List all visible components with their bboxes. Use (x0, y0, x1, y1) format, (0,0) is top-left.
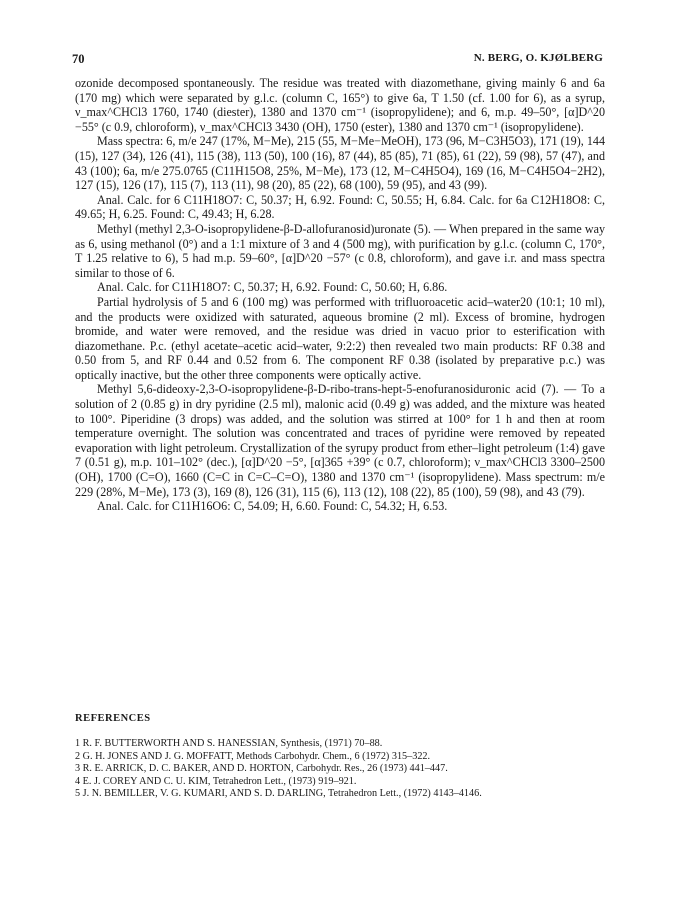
paragraph-hydrolysis: Partial hydrolysis of 5 and 6 (100 mg) was performed with trifluoroacetic acid–water20 (10:1; 10 ml), and the products were oxidized with saturated, aqueous bromine (2 ml). Excess of bromine, hydrogen bromide, and water were removed, and the residue was dried in vacuo prior to esterification with diazomethane. P.c. (ethyl acetate–acetic acid–water, 9:2:2) then revealed two main products: RF 0.38 and 0.50 from 5, and RF 0.44 and 0.52 from 6. The component RF 0.38 (isolated by preparative p.c.) was optically inactive, but the other three components were optically active. (75, 294, 605, 382)
reference-item: 4 E. J. COREY AND C. U. KIM, Tetrahedron Lett., (1973) 919–921. (75, 775, 357, 787)
paragraph-mass-spectra: Mass spectra: 6, m/e 247 (17%, M−Me), 215 (55, M−Me−MeOH), 173 (96, M−C3H5O3), 171 (19), 144 (15), 127 (34), 126 (41), 115 (38), 113 (50), 100 (16), 87 (44), 85 (85), 71 (85), 61 (22), 59 (98), 57 (47), and 43 (100); 6a, m/e 275.0765 (C11H15O8, 25%, M−Me), 173 (12, M−C4H5O4), 169 (16, M−C4H5O4−2H2), 127 (15), 126 (17), 115 (7), 113 (11), 98 (20), 85 (22), 68 (100), 59 (95), and 43 (99). (75, 134, 605, 193)
paragraph-compound-5: Methyl (methyl 2,3-O-isopropylidene-β-D-allofuranosid)uronate (5). — When prepared in the same way as 6, using methanol (0°) and a 1:1 mixture of 3 and 4 (500 mg), with purification by g.l.c. (column C, 170°, T 1.25 relative to 6), 5 had m.p. 59–60°, [α]D^20 −57° (c 0.8, chloroform), and gave i.r. and mass spectra similar to those of 6. (75, 221, 605, 280)
running-head: N. BERG, O. KJØLBERG (473, 52, 603, 64)
page-number: 70 (72, 52, 85, 66)
paragraph-ozonide: ozonide decomposed spontaneously. The residue was treated with diazomethane, giving mainly 6 and 6a (170 mg) which were separated by g.l.c. (column C, 165°) to give 6a, T 1.50 (cf. 1.00 for 6), as a syrup, ν_max^CHCl3 1760, 1740 (diester), 1380 and 1370 cm⁻¹ (isopropylidene); and 6, m.p. 49–50°, [α]D^20 −55° (c 0.9, chloroform), ν_max^CHCl3 3430 (OH), 1750 (ester), 1380 and 1370 cm⁻¹ (isopropylidene). (75, 76, 605, 134)
reference-item: 3 R. E. ARRICK, D. C. BAKER, AND D. HORTON, Carbohydr. Res., 26 (1973) 441–447. (75, 763, 448, 775)
reference-item: 1 R. F. BUTTERWORTH AND S. HANESSIAN, Synthesis, (1971) 70–88. (75, 738, 383, 749)
page-header (72, 52, 603, 68)
paragraph-analysis-7: Anal. Calc. for C11H16O6: C, 54.09; H, 6.60. Found: C, 54.32; H, 6.53. (97, 499, 448, 514)
references-heading: REFERENCES (75, 713, 151, 724)
paragraph-analysis-5: Anal. Calc. for C11H18O7: C, 50.37; H, 6.92. Found: C, 50.60; H, 6.86. (97, 280, 448, 295)
references-list (75, 738, 605, 801)
experimental-text (75, 76, 605, 514)
reference-item: 2 G. H. JONES AND J. G. MOFFATT, Methods Carbohydr. Chem., 6 (1972) 315–322. (75, 750, 431, 762)
paragraph-analysis-6: Anal. Calc. for 6 C11H18O7: C, 50.37; H, 6.92. Found: C, 50.55; H, 6.84. Calc. for 6a C12H18O8: C, 49.65; H, 6.25. Found: C, 49.43; H, 6.28. (75, 192, 605, 222)
reference-item: 5 J. N. BEMILLER, V. G. KUMARI, AND S. D. DARLING, Tetrahedron Lett., (1972) 4143–4146. (75, 788, 482, 800)
paragraph-compound-7: Methyl 5,6-dideoxy-2,3-O-isopropylidene-β-D-ribo-trans-hept-5-enofuranosiduronic acid (7). — To a solution of 2 (0.85 g) in dry pyridine (2.5 ml), malonic acid (0.49 g) was added, and the mixture was heated to 100°. Piperidine (3 drops) was added, and the solution was stirred at 100° for 1 h and then at room temperature overnight. The solution was concentrated and traces of pyridine were removed by repeated evaporation with light petroleum. Crystallization of the syrupy product from ether–light petroleum (1:4) gave 7 (0.51 g), m.p. 101–102° (dec.), [α]D^20 −5°, [α]365 +39° (c 0.7, chloroform); ν_max^CHCl3 3300–2500 (OH), 1700 (C=O), 1660 (C=C in C=C–C=O), 1380 and 1370 cm⁻¹ (isopropylidene). Mass spectrum: m/e 229 (28%, M−Me), 173 (3), 169 (8), 126 (31), 115 (6), 113 (12), 108 (22), 85 (100), 59 (98), and 43 (79). (75, 382, 605, 499)
